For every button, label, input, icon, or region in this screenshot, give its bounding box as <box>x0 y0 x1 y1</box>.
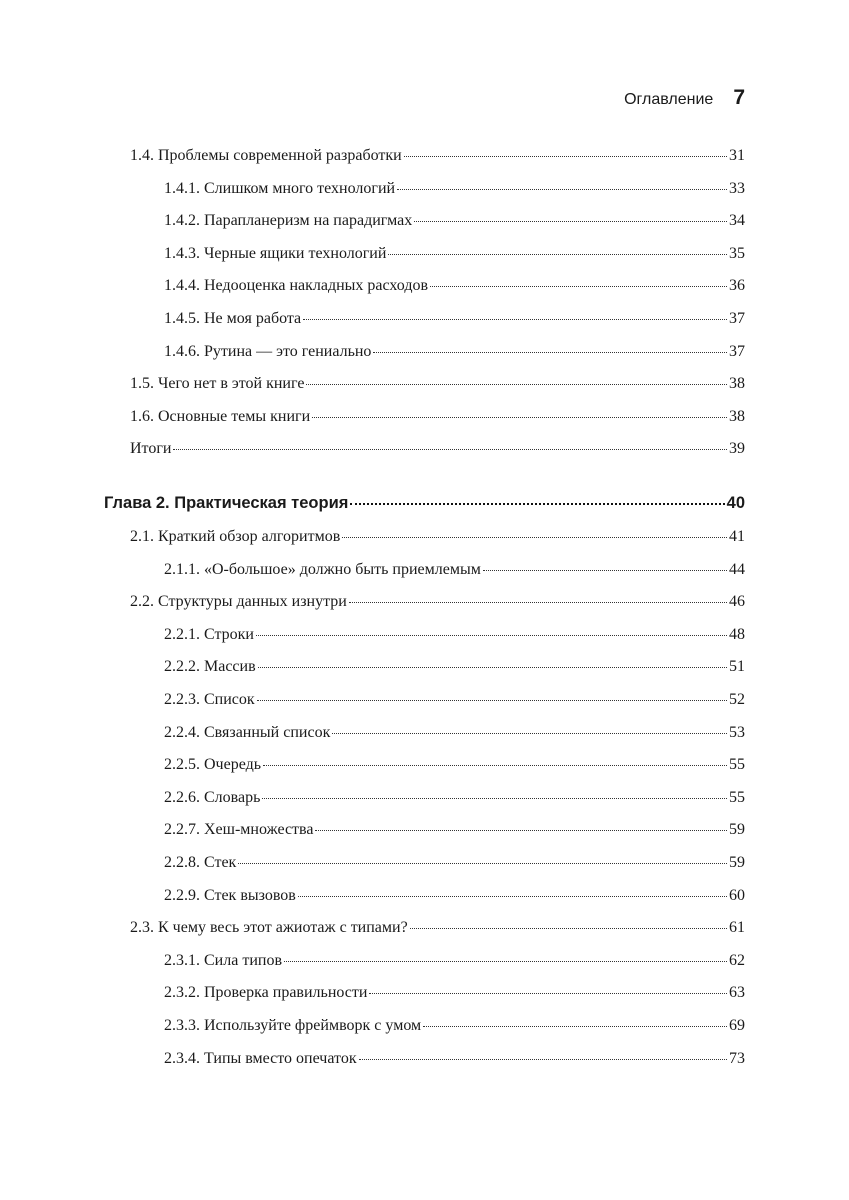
toc-entry-page: 73 <box>729 1049 745 1067</box>
toc-entry-label: 1.4.5. Не моя работа <box>164 310 302 327</box>
toc-entry-label: 2.2.6. Словарь <box>164 788 261 806</box>
toc-entry-label: Глава 2. Практическая теория <box>104 494 349 512</box>
toc-entry[interactable] <box>164 180 745 198</box>
dot-leader <box>306 383 727 385</box>
toc-entry[interactable] <box>164 277 745 295</box>
dot-leader <box>423 1025 727 1027</box>
dot-leader <box>173 448 727 450</box>
dot-leader <box>359 1058 727 1060</box>
toc-entry-page: 48 <box>729 625 745 643</box>
toc-entry-label: 2.2. Структуры данных изнутри <box>130 593 347 611</box>
toc-entry[interactable] <box>164 245 745 263</box>
running-header-title: Оглавление <box>624 91 714 108</box>
dot-leader <box>483 569 727 571</box>
toc-entry-page: 62 <box>729 951 745 969</box>
dot-leader <box>303 318 727 320</box>
toc-entry-label: 1.5. Чего нет в этой книге <box>130 375 305 393</box>
toc-entry-page: 44 <box>729 560 745 578</box>
dot-leader <box>397 188 727 190</box>
toc-entry-page: 61 <box>729 919 745 937</box>
toc-entry-page: 63 <box>729 984 745 1002</box>
toc-entry-page: 35 <box>729 244 745 262</box>
toc-entry-label: 2.3.4. Типы вместо опечаток <box>164 1049 357 1067</box>
toc-entry-page: 31 <box>729 147 745 164</box>
toc-entry-page: 46 <box>729 593 745 611</box>
dot-leader <box>369 992 727 994</box>
toc-chapter-heading[interactable] <box>104 494 745 513</box>
toc-entry[interactable] <box>130 147 745 165</box>
toc-entry-label: 2.1. Краткий обзор алгоритмов <box>130 528 341 545</box>
dot-leader <box>404 155 727 157</box>
dot-leader <box>257 699 727 701</box>
toc-entry[interactable] <box>164 658 745 676</box>
dot-leader <box>410 927 727 929</box>
toc-entry-page: 53 <box>729 723 745 741</box>
toc-entry-page: 39 <box>729 440 745 458</box>
toc-entry-page: 40 <box>726 494 745 512</box>
dot-leader <box>262 797 727 799</box>
toc-entry-page: 69 <box>729 1017 745 1034</box>
toc-entry-label: 2.2.2. Массив <box>164 658 256 676</box>
toc-entry-page: 60 <box>729 886 745 904</box>
toc-entry-label: 2.2.3. Список <box>164 691 255 708</box>
dot-leader <box>284 960 727 962</box>
toc-entry[interactable] <box>164 984 745 1002</box>
toc-entry-label: 1.4.2. Парапланеризм на парадигмах <box>164 212 413 230</box>
toc-entry-label: 2.2.1. Строки <box>164 625 254 643</box>
dot-leader <box>414 220 727 222</box>
dot-leader <box>258 666 727 668</box>
toc-entry-label: 1.4.3. Черные ящики технологий <box>164 244 387 262</box>
toc-entry[interactable] <box>164 821 745 839</box>
toc-entry-page: 41 <box>729 528 745 545</box>
toc-entry-label: 2.2.4. Связанный список <box>164 723 331 741</box>
dot-leader <box>315 829 727 831</box>
toc-entry-label: 2.3.1. Сила типов <box>164 951 282 969</box>
running-header <box>624 86 745 112</box>
toc-entry[interactable] <box>130 593 745 611</box>
toc-entry-page: 38 <box>729 375 745 393</box>
toc-entry[interactable] <box>164 1050 745 1068</box>
toc-entry[interactable] <box>164 1017 745 1035</box>
toc-entry-label: 1.4.6. Рутина — это гениально <box>164 342 372 360</box>
toc-entry[interactable] <box>164 310 745 328</box>
toc-entry[interactable] <box>164 626 745 644</box>
toc-entry-label: 1.4.1. Слишком много технологий <box>164 179 396 197</box>
toc-entry[interactable] <box>164 561 745 579</box>
toc-entry[interactable] <box>164 887 745 905</box>
toc-entry-page: 34 <box>729 212 745 230</box>
toc-entry-label: 1.4. Проблемы современной разработки <box>130 147 402 164</box>
dot-leader <box>263 764 727 766</box>
toc-entry[interactable] <box>164 952 745 970</box>
toc-entry-label: 2.2.9. Стек вызовов <box>164 886 296 904</box>
toc-entry[interactable] <box>164 212 745 230</box>
dot-leader <box>332 732 727 734</box>
toc-entry-page: 55 <box>729 788 745 806</box>
toc-entry-page: 55 <box>729 756 745 774</box>
toc-entry-label: Итоги <box>130 440 172 458</box>
toc-entry[interactable] <box>130 375 745 393</box>
toc-entry-label: 2.1.1. «О-большое» должно быть приемлемым <box>164 560 481 578</box>
toc-entry-page: 59 <box>729 821 745 839</box>
toc-entry-label: 2.3. К чему весь этот ажиотаж с типами? <box>130 919 408 937</box>
dot-leader <box>238 862 727 864</box>
dot-leader <box>430 285 727 287</box>
toc-entry-label: 2.3.3. Используйте фреймворк с умом <box>164 1017 422 1034</box>
toc-entry-label: 2.2.5. Очередь <box>164 756 262 774</box>
toc-entry-page: 37 <box>729 342 745 360</box>
toc-entry[interactable] <box>164 343 745 361</box>
toc-entry-label: 1.6. Основные темы книги <box>130 407 311 425</box>
toc-entry[interactable] <box>164 756 745 774</box>
toc-entry-page: 37 <box>729 310 745 327</box>
toc-entry-label: 2.2.8. Стек <box>164 854 237 871</box>
page-number: 7 <box>733 86 745 109</box>
toc-entry-label: 1.4.4. Недооценка накладных расходов <box>164 277 429 295</box>
toc-entry-page: 33 <box>729 179 745 197</box>
toc-entry-label: 2.3.2. Проверка правильности <box>164 984 368 1002</box>
toc-entry-label: 2.2.7. Хеш-множества <box>164 821 314 839</box>
toc-entry-page: 36 <box>729 277 745 295</box>
dot-leader <box>298 895 727 897</box>
dot-leader <box>388 253 727 255</box>
toc-entry[interactable] <box>130 440 745 458</box>
dot-leader <box>350 502 724 505</box>
toc-entry[interactable] <box>164 691 745 709</box>
toc-entry-page: 51 <box>729 658 745 676</box>
toc-entry-page: 38 <box>729 407 745 425</box>
toc-entry[interactable] <box>130 528 745 546</box>
dot-leader <box>373 351 727 353</box>
toc-entry-page: 52 <box>729 691 745 708</box>
dot-leader <box>342 536 727 538</box>
toc-entry[interactable] <box>164 789 745 807</box>
toc-entry[interactable] <box>164 854 745 872</box>
dot-leader <box>349 601 727 603</box>
dot-leader <box>312 416 727 418</box>
toc-entry[interactable] <box>164 724 745 742</box>
toc-entry[interactable] <box>130 919 745 937</box>
dot-leader <box>256 634 727 636</box>
toc-entry[interactable] <box>130 408 745 426</box>
toc-entry-page: 59 <box>729 854 745 871</box>
